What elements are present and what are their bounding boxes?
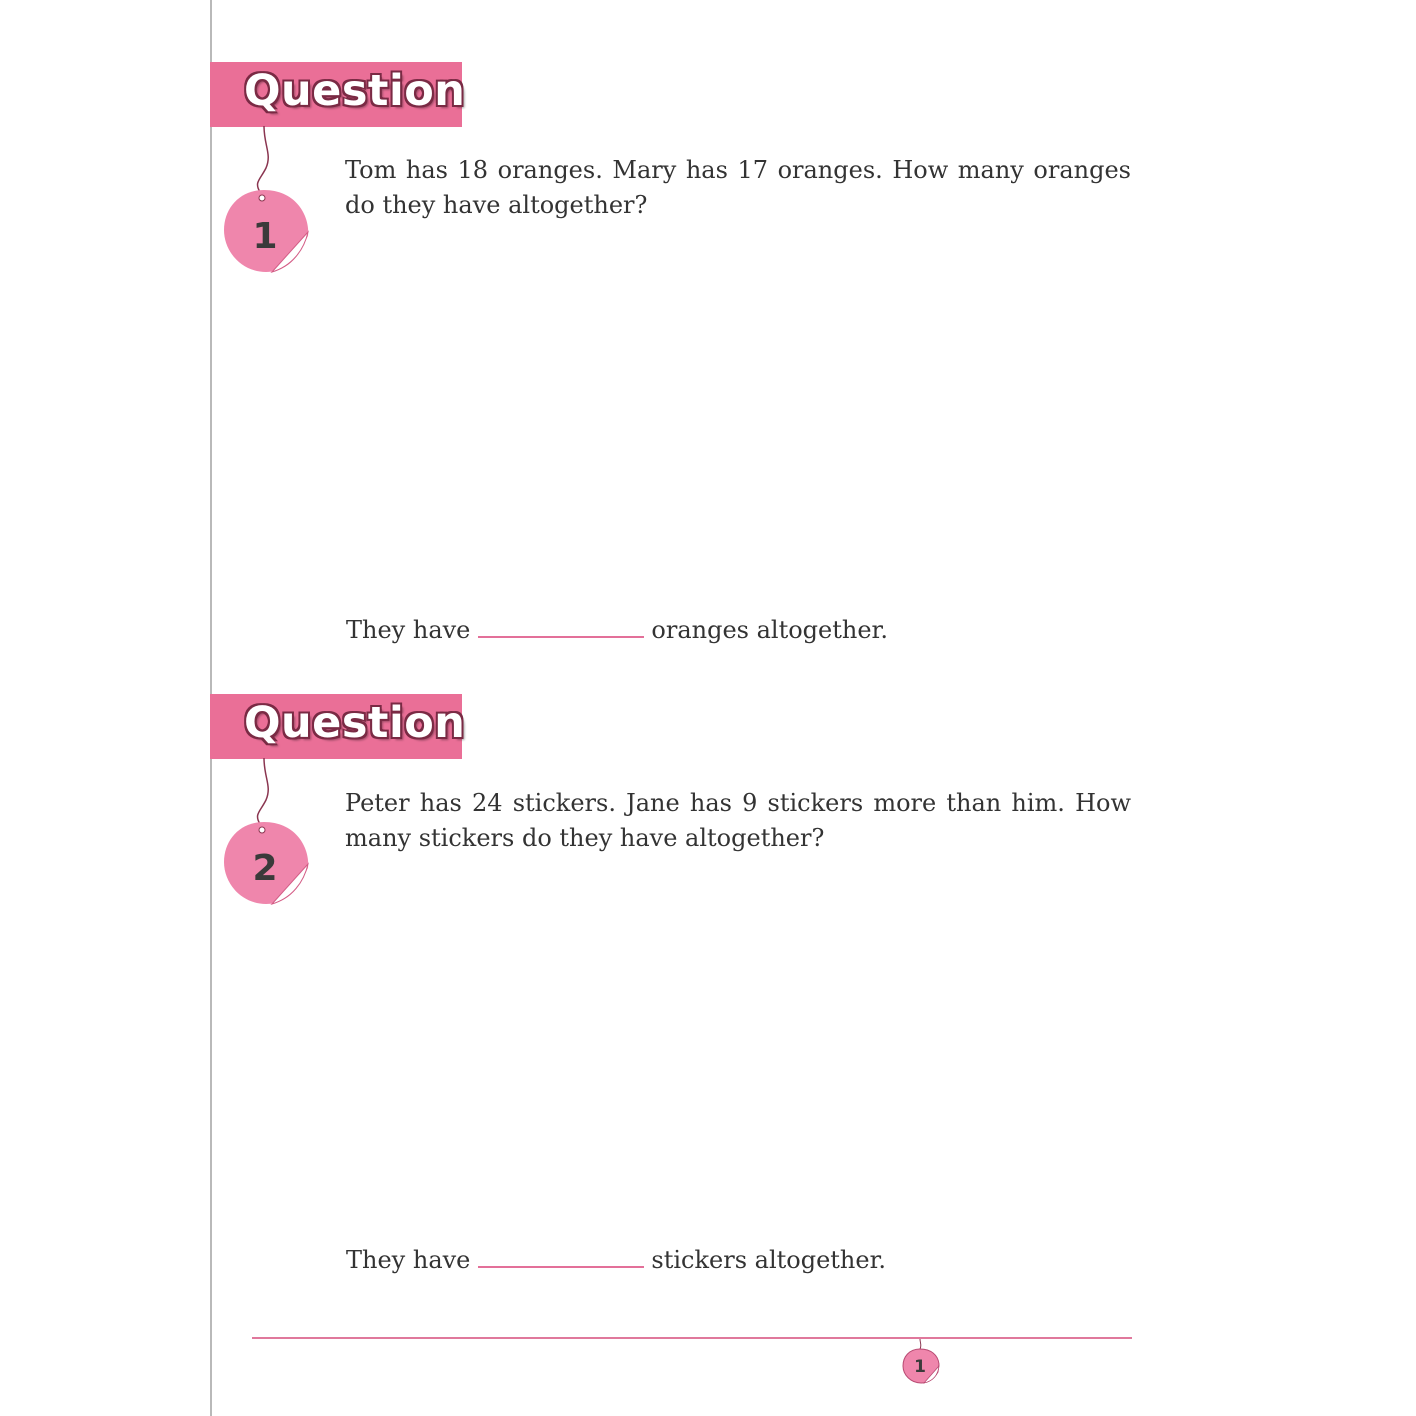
question-1-number: 1 (252, 216, 278, 257)
question-1-banner (210, 62, 466, 127)
answer-suffix: stickers altogether. (651, 1246, 887, 1274)
question-1-answer-line (346, 616, 888, 652)
question-2-number-tag (220, 758, 312, 908)
question-1-number-tag (220, 126, 312, 276)
answer-prefix: They have (346, 1246, 471, 1274)
page-number-badge (900, 1339, 942, 1385)
question-2-text: Peter has 24 stickers. Jane has 9 stickers more than him. How many stickers do they have altogether? (345, 789, 1131, 852)
page-number: 1 (914, 1357, 926, 1377)
question-banner-label: Question (244, 698, 466, 748)
question-1-text: Tom has 18 oranges. Mary has 17 oranges. How many oranges do they have altogether? (345, 156, 1131, 219)
question-banner-label: Question (244, 66, 466, 116)
question-2-banner (210, 694, 466, 759)
question-2-number: 2 (252, 848, 278, 889)
question-2-answer-line (346, 1246, 886, 1282)
answer-blank[interactable] (478, 635, 644, 638)
answer-blank[interactable] (478, 1265, 644, 1268)
answer-prefix: They have (346, 616, 471, 644)
footer-rule (252, 1337, 1132, 1339)
answer-suffix: oranges altogether. (651, 616, 889, 644)
